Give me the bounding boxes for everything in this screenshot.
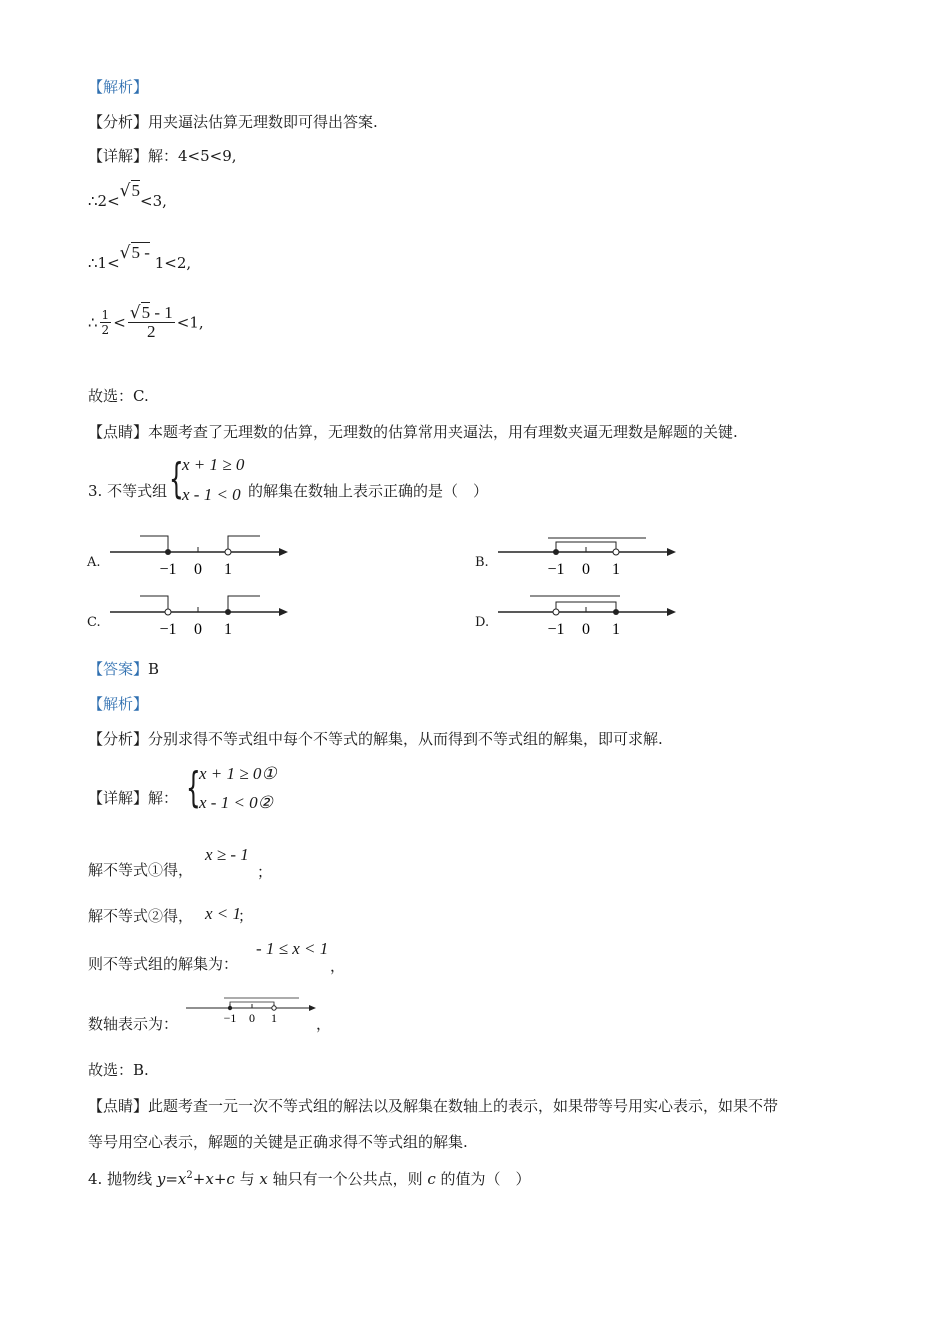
- half-fraction: $\frac{1}{2}$: [101, 308, 110, 337]
- option-d-key[interactable]: D.: [475, 615, 490, 630]
- q3-sys2: x - 1 < 0: [182, 485, 241, 504]
- dianjing-tag: 【点睛】: [88, 1097, 149, 1115]
- fenxi-text: 用夹逼法估算无理数即可得出答案.: [148, 113, 378, 131]
- solve-3-math: - 1 ≤ x < 1: [256, 939, 329, 958]
- q3-label: 3. 不等式组: [88, 482, 168, 500]
- step3-pre: ∴: [88, 313, 98, 332]
- jiexi-tag-1: 【解析】: [88, 78, 149, 96]
- tick-label: 0: [194, 621, 202, 638]
- option-c-key[interactable]: C.: [87, 615, 101, 630]
- dianjing-text-1: 此题考查一元一次不等式组的解法以及解集在数轴上的表示，如果带等号用实心表示，如果不带: [148, 1097, 779, 1115]
- q3-sys1: x + 1 ≥ 0: [182, 455, 245, 474]
- q4-stem: 4. 抛物线 $y=x^2+x+c$ 与 x 轴只有一个公共点，则 c 的值为（ ）: [88, 1170, 531, 1188]
- option-a-key[interactable]: A.: [87, 555, 101, 570]
- s2-brace: {: [186, 763, 201, 812]
- step-2: [88, 243, 192, 274]
- s2-sys2: x - 1 < 0②: [199, 793, 273, 812]
- sqrt-fraction: $\frac{√5 - 1}{2}$: [129, 303, 173, 341]
- tick-label: 1: [612, 621, 620, 638]
- solve-2-pre: 解不等式②得，: [88, 907, 194, 925]
- sqrt-5-minus-body: 5 -: [131, 243, 150, 262]
- solid-dot: [165, 549, 171, 555]
- solve-1-post: ；: [257, 863, 273, 881]
- solve-3-pre: 则不等式组的解集为：: [88, 955, 239, 973]
- tick-label: 1: [612, 561, 620, 578]
- solve-1-math: x ≥ - 1: [205, 845, 249, 864]
- q3-after: 的解集在数轴上表示正确的是（ ）: [248, 482, 489, 500]
- option-a-numberline[interactable]: [108, 532, 298, 578]
- solve-2-math: x < 1: [205, 904, 242, 923]
- solid-dot: [613, 609, 619, 615]
- step-1: [88, 181, 167, 212]
- tick-label: −1: [223, 1011, 237, 1025]
- tick-label: −1: [159, 621, 177, 638]
- fenxi-tag: 【分析】: [88, 113, 149, 131]
- tick-label: 0: [582, 561, 590, 578]
- xiangjie-tag: 【详解】: [88, 147, 149, 165]
- solve-1-pre: 解不等式①得，: [88, 861, 194, 879]
- solve-3-post: ，: [330, 957, 346, 975]
- solution-numberline: [184, 994, 324, 1026]
- hollow-dot: [165, 609, 171, 615]
- dianjing-2: [88, 1095, 778, 1117]
- dianjing-2-cont: 等号用空心表示，解题的关键是正确求得不等式组的解集.: [88, 1133, 468, 1151]
- fenxi-text: 分别求得不等式组中每个不等式的解集，从而得到不等式组的解集，即可求解.: [148, 730, 663, 748]
- dianjing-1: [88, 421, 738, 443]
- option-b-key[interactable]: B.: [475, 555, 489, 570]
- solid-dot: [225, 609, 231, 615]
- tick-label: −1: [159, 561, 177, 578]
- hollow-dot: [613, 549, 619, 555]
- tick-label: 1: [224, 561, 232, 578]
- xiangjie-1: [88, 145, 237, 167]
- xiangjie-tag: 【详解】: [88, 789, 149, 807]
- tick-label: 0: [582, 621, 590, 638]
- dianjing-tag: 【点睛】: [88, 423, 149, 441]
- fenxi-1: [88, 111, 378, 133]
- step1-post: <3,: [140, 192, 167, 210]
- solve-2-post: ；: [238, 907, 254, 925]
- option-c-numberline[interactable]: [108, 592, 298, 638]
- guxuan-2: 故选：B.: [88, 1061, 149, 1079]
- xiangjie-text: 解：4<5<9,: [148, 147, 237, 165]
- xiangjie-text: 解：: [148, 789, 179, 807]
- tick-label: 1: [271, 1011, 277, 1025]
- dianjing-text: 本题考查了无理数的估算，无理数的估算常用夹逼法，用有理数夹逼无理数是解题的关键.: [148, 423, 738, 441]
- sqrt-5-body: 5: [131, 181, 140, 200]
- option-b-numberline[interactable]: [496, 532, 686, 578]
- s2-sys1: x + 1 ≥ 0①: [199, 764, 277, 783]
- step2-post: 1<2,: [154, 254, 192, 272]
- fenxi-2: [88, 728, 663, 750]
- fenxi-tag: 【分析】: [88, 730, 149, 748]
- numberline-post: ，: [316, 1015, 332, 1033]
- solid-dot: [228, 1006, 232, 1010]
- step1-pre: ∴2<: [88, 192, 120, 210]
- hollow-dot: [225, 549, 231, 555]
- xiangjie-2: [88, 787, 178, 809]
- tick-label: 0: [194, 561, 202, 578]
- sqrt-5-minus: √5 -: [119, 243, 150, 263]
- guxuan-1: 故选：C.: [88, 387, 149, 405]
- q3-brace: {: [169, 454, 184, 503]
- tick-label: 0: [249, 1011, 255, 1025]
- answer-value: B: [148, 660, 160, 678]
- answer-line: [88, 658, 159, 680]
- step2-pre: ∴1<: [88, 254, 120, 272]
- jiexi-tag-2: 【解析】: [88, 695, 149, 713]
- solid-dot: [553, 549, 559, 555]
- tick-label: −1: [547, 621, 565, 638]
- option-d-numberline[interactable]: [496, 592, 686, 638]
- step-3: ∴ $\frac{1}{2}$ < $\frac{√5 - 1}{2}$ <1,: [88, 303, 204, 341]
- answer-tag: 【答案】: [88, 660, 149, 678]
- hollow-dot: [553, 609, 559, 615]
- tick-label: 1: [224, 621, 232, 638]
- hollow-dot: [272, 1006, 276, 1010]
- sqrt-5: √5: [119, 181, 140, 201]
- numberline-pre: 数轴表示为：: [88, 1015, 179, 1033]
- tick-label: −1: [547, 561, 565, 578]
